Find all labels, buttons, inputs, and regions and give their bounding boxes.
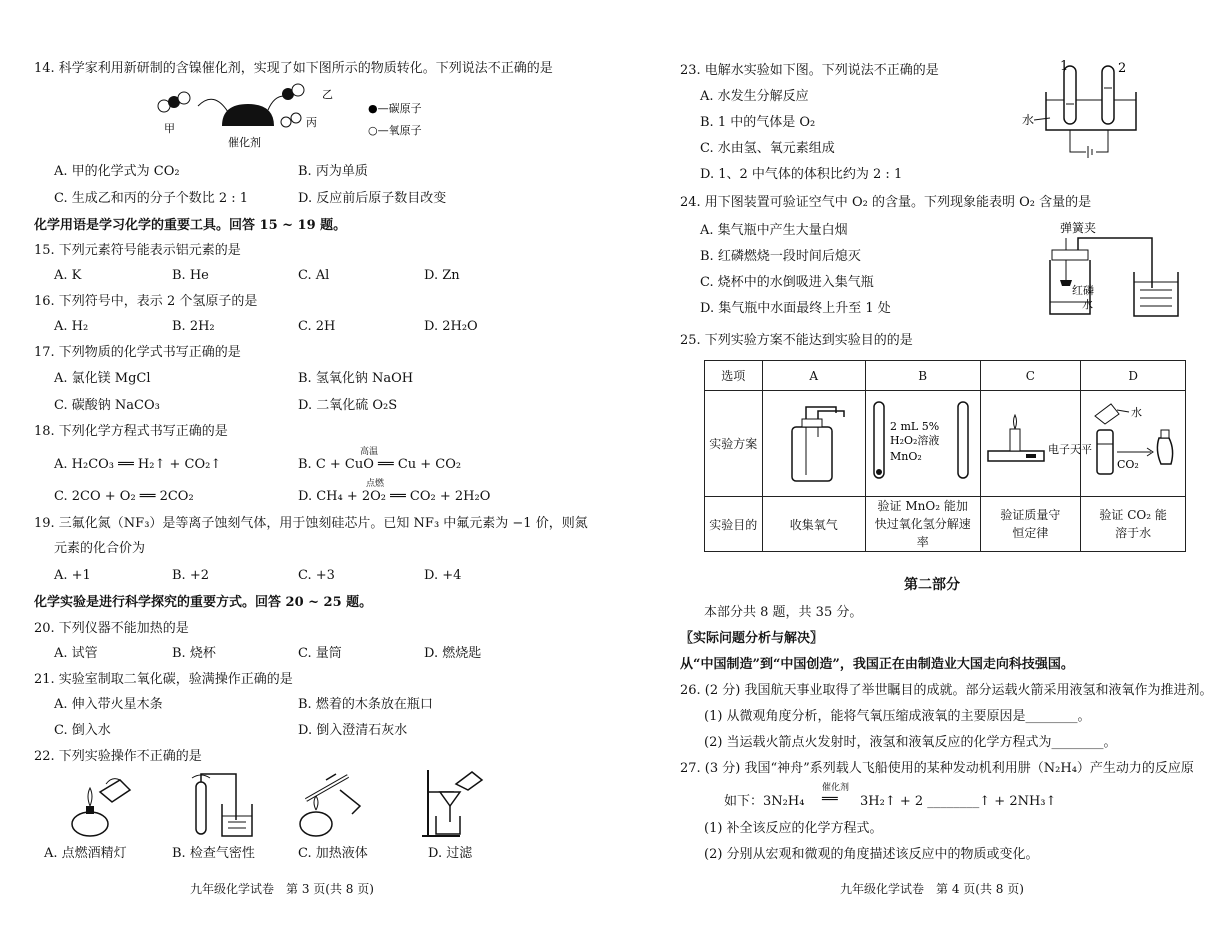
red-phosphorus-label: 红磷: [1072, 284, 1094, 297]
filtration-figure: [420, 766, 490, 842]
table-header-b: B: [865, 361, 980, 391]
tube-1-label: 1: [1060, 59, 1069, 74]
b-volume-label: 2 mL 5%: [889, 420, 939, 433]
water-label-24: 水: [1082, 298, 1093, 311]
catalyst-label: 催化剂: [228, 136, 261, 149]
intro-15-19: 化学用语是学习化学的重要工具。回答 15 ~ 19 题。: [34, 218, 347, 233]
q17-stem: 17. 下列物质的化学式书写正确的是: [34, 345, 241, 360]
right-page-footer: 九年级化学试卷 第 4 页(共 8 页): [840, 882, 1024, 896]
q21-option-a: A. 伸入带火星木条: [54, 697, 163, 712]
q22-option-c: C. 加热液体: [298, 846, 368, 861]
alcohol-lamp-figure: [60, 772, 140, 842]
arrow-out-icon: [268, 96, 284, 110]
q19-option-c: C. +3: [298, 568, 335, 583]
water-label: 水: [1022, 113, 1035, 127]
q15-option-d: D. Zn: [424, 268, 460, 283]
b-mno2-label: MnO₂: [889, 450, 922, 463]
carbon-legend: ●—碳原子: [368, 102, 422, 115]
gas-collection-bottle-figure: [774, 397, 854, 487]
q24-option-b: B. 红磷燃烧一段时间后熄灭: [700, 249, 861, 264]
q18-b-condition: 高温: [360, 447, 379, 457]
table-header-c: C: [980, 361, 1081, 391]
q17-option-a: A. 氯化镁 MgCl: [54, 371, 151, 386]
q18-option-d: D. CH₄ + 2O₂ ══ CO₂ + 2H₂O: [298, 489, 491, 504]
q22-option-d: D. 过滤: [428, 846, 473, 861]
q20-stem: 20. 下列仪器不能加热的是: [34, 621, 189, 636]
q20-option-b: B. 烧杯: [172, 646, 216, 661]
q15-option-a: A. K: [54, 268, 82, 283]
q17-option-b: B. 氢氧化钠 NaOH: [298, 371, 414, 386]
oxygen-atom: [291, 113, 301, 123]
spring-clip-label: 弹簧夹: [1060, 221, 1097, 235]
q19-stem-line1: 19. 三氟化氮（NF₃）是等离子蚀刻气体，用于蚀刻硅芯片。已知 NF₃ 中氟元素为 −1 价，则氮: [34, 516, 588, 531]
part2-title: 第二部分: [904, 577, 960, 593]
table-header-option: 选项: [705, 361, 763, 391]
q16-option-b: B. 2H₂: [172, 319, 215, 334]
jia-label: 甲: [164, 122, 175, 135]
q16-option-c: C. 2H: [298, 319, 336, 334]
q22-stem: 22. 下列实验操作不正确的是: [34, 749, 202, 764]
q16-option-d: D. 2H₂O: [424, 319, 478, 334]
q16-option-a: A. H₂: [54, 319, 89, 334]
q23-option-b: B. 1 中的气体是 O₂: [700, 115, 816, 130]
q18-stem: 18. 下列化学方程式书写正确的是: [34, 424, 228, 439]
goal-d: 验证 CO₂ 能溶于水: [1081, 497, 1186, 552]
q24-stem: 24. 用下图装置可验证空气中 O₂ 的含量。下列现象能表明 O₂ 含量的是: [680, 195, 1092, 210]
q21-stem: 21. 实验室制取二氧化碳，验满操作正确的是: [34, 672, 293, 687]
electronic-balance-figure: [982, 397, 1093, 487]
q24-option-a: A. 集气瓶中产生大量白烟: [700, 223, 848, 238]
q24-option-d: D. 集气瓶中水面最终上升至 1 处: [700, 301, 891, 316]
d-co2-label: CO₂: [1117, 458, 1139, 471]
q25-stem: 25. 下列实验方案不能达到实验目的的是: [680, 333, 913, 348]
q26-part2: (2) 当运载火箭点火发射时，液氢和液氧反应的化学方程式为________。: [704, 735, 1117, 750]
q23-option-a: A. 水发生分解反应: [700, 89, 809, 104]
mno2-test-figure: [868, 394, 978, 490]
section-title: 〖实际问题分析与解决〗: [680, 631, 824, 646]
heating-liquid-figure: [296, 770, 376, 842]
q22-option-a: A. 点燃酒精灯: [44, 846, 127, 861]
q14-option-d: D. 反应前后原子数目改变: [298, 191, 447, 206]
q23-option-d: D. 1、2 中气体的体积比约为 2 : 1: [700, 167, 903, 182]
q27-part1: (1) 补全该反应的化学方程式。: [704, 821, 883, 836]
q26-part1: (1) 从微观角度分析，能将气氧压缩成液氧的主要原因是________。: [704, 709, 1091, 724]
q17-option-d: D. 二氧化硫 O₂S: [298, 398, 398, 413]
q27-equation-left: 如下：3N₂H₄: [724, 794, 805, 809]
section-intro: 从“中国制造”到“中国创造”，我国正在由制造业大国走向科技强国。: [680, 657, 1074, 672]
q18-option-b: B. C + CuO ══ Cu + CO₂: [298, 457, 462, 472]
q27-catalyst-condition: 催化剂: [822, 783, 850, 793]
d-water-label: 水: [1131, 406, 1143, 419]
arrow-in-icon: [198, 99, 228, 112]
q15-stem: 15. 下列元素符号能表示铝元素的是: [34, 243, 241, 258]
balance-label: 电子天平: [1048, 443, 1093, 456]
oxygen-atom: [281, 117, 291, 127]
plan-a-cell: [762, 391, 865, 497]
part2-description: 本部分共 8 题，共 35 分。: [704, 605, 863, 620]
q14-option-c: C. 生成乙和丙的分子个数比 2 : 1: [54, 191, 249, 206]
oxygen-legend: ○—氧原子: [368, 124, 422, 137]
q25-table: [704, 360, 1186, 552]
q15-option-c: C. Al: [298, 268, 330, 283]
yi-label: 乙: [322, 88, 333, 101]
q27-equals-sign: ══: [822, 792, 838, 807]
table-row-plan-label: 实验方案: [705, 391, 763, 497]
plan-c-cell: [980, 391, 1093, 497]
q20-option-d: D. 燃烧匙: [424, 646, 482, 661]
catalyst-shape: [222, 104, 274, 126]
table-header-d: D: [1081, 361, 1186, 391]
q27-stem: 27. (3 分) 我国“神舟”系列载人飞船使用的某种发动机利用肼（N₂H₄）产生动力的反应原: [680, 761, 1194, 776]
q20-option-c: C. 量筒: [298, 646, 342, 661]
intro-20-25: 化学实验是进行科学探究的重要方式。回答 20 ~ 25 题。: [34, 595, 373, 610]
q18-option-c: C. 2CO + O₂ ══ 2CO₂: [54, 489, 194, 504]
left-page: [0, 0, 600, 930]
q21-option-d: D. 倒入澄清石灰水: [298, 723, 408, 738]
oxygen-atom: [178, 92, 190, 104]
q14-option-b: B. 丙为单质: [298, 164, 368, 179]
electrolysis-figure: [1020, 60, 1180, 170]
bing-label: 丙: [306, 116, 317, 129]
table-header-a: A: [762, 361, 865, 391]
right-page: [600, 0, 1213, 930]
q14-stem: 14. 科学家利用新研制的含镍催化剂，实现了如下图所示的物质转化。下列说法不正确的是: [34, 61, 553, 76]
q19-stem-line2: 元素的化合价为: [54, 541, 146, 556]
q23-stem: 23. 电解水实验如下图。下列说法不正确的是: [680, 63, 939, 78]
tube-2-label: 2: [1118, 61, 1127, 76]
oxygen-content-figure: [1030, 218, 1190, 322]
co2-bottle-figure: [1083, 394, 1183, 490]
q26-stem: 26. (2 分) 我国航天事业取得了举世瞩目的成就。部分运载火箭采用液氢和液氧作为推进剂。: [680, 683, 1213, 698]
airtightness-check-figure: [188, 770, 258, 842]
q19-option-d: D. +4: [424, 568, 462, 583]
q17-option-c: C. 碳酸钠 NaCO₃: [54, 398, 160, 413]
b-solution-label: H₂O₂溶液: [889, 434, 940, 447]
table-row-goal-label: 实验目的: [705, 497, 763, 552]
q14-option-a: A. 甲的化学式为 CO₂: [54, 164, 180, 179]
q27-equation-right: 3H₂↑ + 2 ________↑ + 2NH₃↑: [860, 794, 1057, 809]
plan-d-cell: [1081, 391, 1186, 497]
q24-option-c: C. 烧杯中的水倒吸进入集气瓶: [700, 275, 874, 290]
q27-part2: (2) 分别从宏观和微观的角度描述该反应中的物质或变化。: [704, 847, 1039, 862]
goal-b: 验证 MnO₂ 能加快过氧化氢分解速率: [865, 497, 980, 552]
q15-option-b: B. He: [172, 268, 209, 283]
plan-b-cell: [865, 391, 980, 497]
left-page-footer: 九年级化学试卷 第 3 页(共 8 页): [190, 882, 374, 896]
q23-option-c: C. 水由氢、氧元素组成: [700, 141, 835, 156]
q19-option-a: A. +1: [54, 568, 91, 583]
q22-option-b: B. 检查气密性: [172, 846, 255, 861]
q19-option-b: B. +2: [172, 568, 209, 583]
q20-option-a: A. 试管: [54, 646, 98, 661]
oxygen-atom: [292, 84, 304, 96]
q14-reaction-figure: [150, 82, 450, 154]
q18-d-condition: 点燃: [366, 479, 385, 489]
q21-option-c: C. 倒入水: [54, 723, 111, 738]
goal-a: 收集氧气: [762, 497, 865, 552]
q18-option-a: A. H₂CO₃ ══ H₂↑ + CO₂↑: [54, 457, 222, 472]
q21-option-b: B. 燃着的木条放在瓶口: [298, 697, 433, 712]
q16-stem: 16. 下列符号中，表示 2 个氢原子的是: [34, 294, 258, 309]
goal-c: 验证质量守恒定律: [980, 497, 1081, 552]
